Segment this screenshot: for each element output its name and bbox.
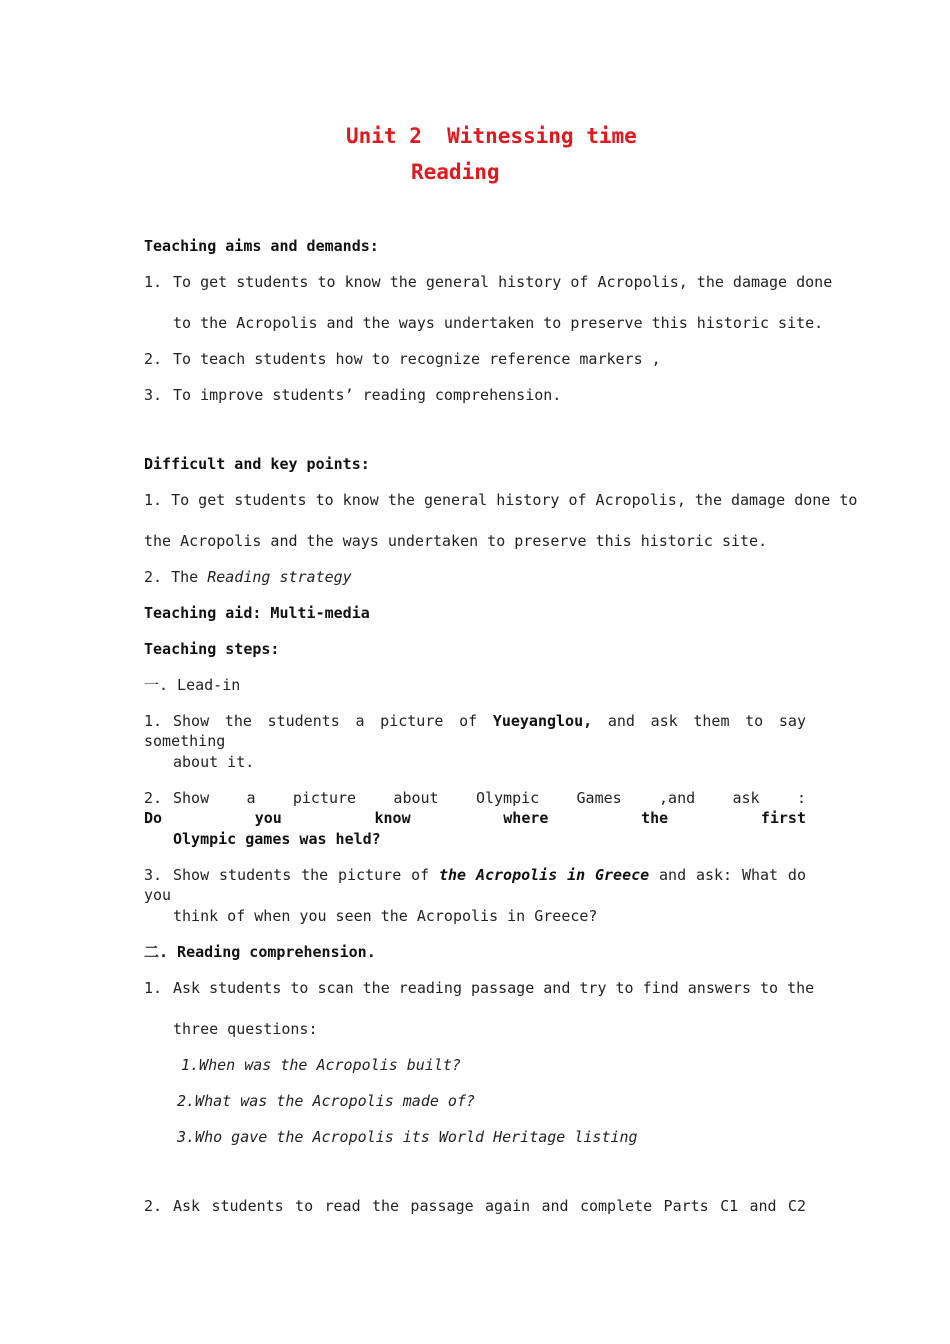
reading-item-1-line-1 bbox=[144, 978, 815, 998]
list-number: 1. bbox=[144, 273, 163, 291]
leadin-item-3-line-1 bbox=[144, 865, 816, 905]
difficult-item-1-line-2: the Acropolis and the ways undertaken to preserve this historic site. bbox=[144, 532, 768, 550]
reading-item-2-line-1 bbox=[144, 1196, 806, 1216]
steps-heading: Teaching steps: bbox=[144, 640, 280, 658]
leadin-item-2-line-2: Olympic games was held? bbox=[173, 830, 381, 848]
leadin-item-3-text-after: and ask: What do you bbox=[144, 866, 816, 904]
question-1: 1.When was the Acropolis built? bbox=[181, 1056, 461, 1074]
leadin-item-1-line-1 bbox=[144, 711, 816, 751]
difficult-item-1-line-1: 1. To get students to know the general history of Acropolis, the damage done to bbox=[144, 491, 858, 509]
leadin-item-1-line-2: about it. bbox=[173, 753, 255, 771]
question-3: 3.Who gave the Acropolis its World Heritage listing bbox=[177, 1128, 638, 1146]
aims-heading: Teaching aims and demands: bbox=[144, 237, 379, 255]
list-number: 2. bbox=[144, 350, 163, 368]
question-2: 2.What was the Acropolis made of? bbox=[177, 1092, 476, 1110]
document-subtitle: Reading bbox=[411, 160, 500, 184]
aims-item-1-line-2: to the Acropolis and the ways undertaken to preserve this historic site. bbox=[173, 314, 824, 332]
leadin-item-1-text-before: Show the students a picture of bbox=[173, 712, 493, 730]
aims-item-3-text: To improve students’ reading comprehension. bbox=[173, 386, 562, 404]
acropolis-in-greece-text: the Acropolis in Greece bbox=[439, 866, 650, 884]
aims-item-2 bbox=[144, 349, 806, 369]
yueyanglou-text: Yueyanglou, bbox=[492, 712, 593, 730]
list-number: 3. bbox=[144, 386, 163, 404]
reading-strategy-text: Reading strategy bbox=[207, 568, 352, 586]
leadin-heading: 一. Lead-in bbox=[144, 676, 241, 694]
reading-item-2-text: Ask students to read the passage again and complete Parts C1 and C2 bbox=[173, 1197, 806, 1215]
leadin-item-2-line-1 bbox=[144, 788, 816, 828]
leadin-item-1-text-after: and ask them to say something bbox=[144, 712, 816, 750]
leadin-item-3-text-before: Show students the picture of bbox=[173, 866, 439, 884]
leadin-item-3-line-2: think of when you seen the Acropolis in Greece? bbox=[173, 907, 598, 925]
reading-item-1-line-2: three questions: bbox=[173, 1020, 318, 1038]
aims-item-1-line-1 bbox=[144, 272, 833, 292]
leadin-item-2-text-before: Show a picture about Olympic Games ,and ask : bbox=[173, 789, 816, 807]
difficult-heading: Difficult and key points: bbox=[144, 455, 370, 473]
olympic-question-text: Do you know where the first bbox=[144, 809, 806, 827]
aims-item-2-text: To teach students how to recognize reference markers , bbox=[173, 350, 661, 368]
list-number: 1. bbox=[144, 712, 163, 730]
aims-item-3 bbox=[144, 385, 806, 405]
list-number: 2. bbox=[144, 789, 163, 807]
reading-item-1-text: Ask students to scan the reading passage and try to find answers to the bbox=[173, 979, 815, 997]
reading-heading: 二. Reading comprehension. bbox=[144, 943, 376, 961]
list-number: 3. bbox=[144, 866, 163, 884]
difficult-item-2-prefix: 2. The bbox=[144, 568, 208, 586]
document-title: Unit 2 Witnessing time bbox=[346, 124, 637, 148]
teaching-aid: Teaching aid: Multi-media bbox=[144, 604, 370, 622]
list-number: 1. bbox=[144, 979, 163, 997]
aims-item-1-text: To get students to know the general history of Acropolis, the damage done bbox=[173, 273, 833, 291]
difficult-item-2 bbox=[144, 567, 806, 587]
list-number: 2. bbox=[144, 1197, 163, 1215]
